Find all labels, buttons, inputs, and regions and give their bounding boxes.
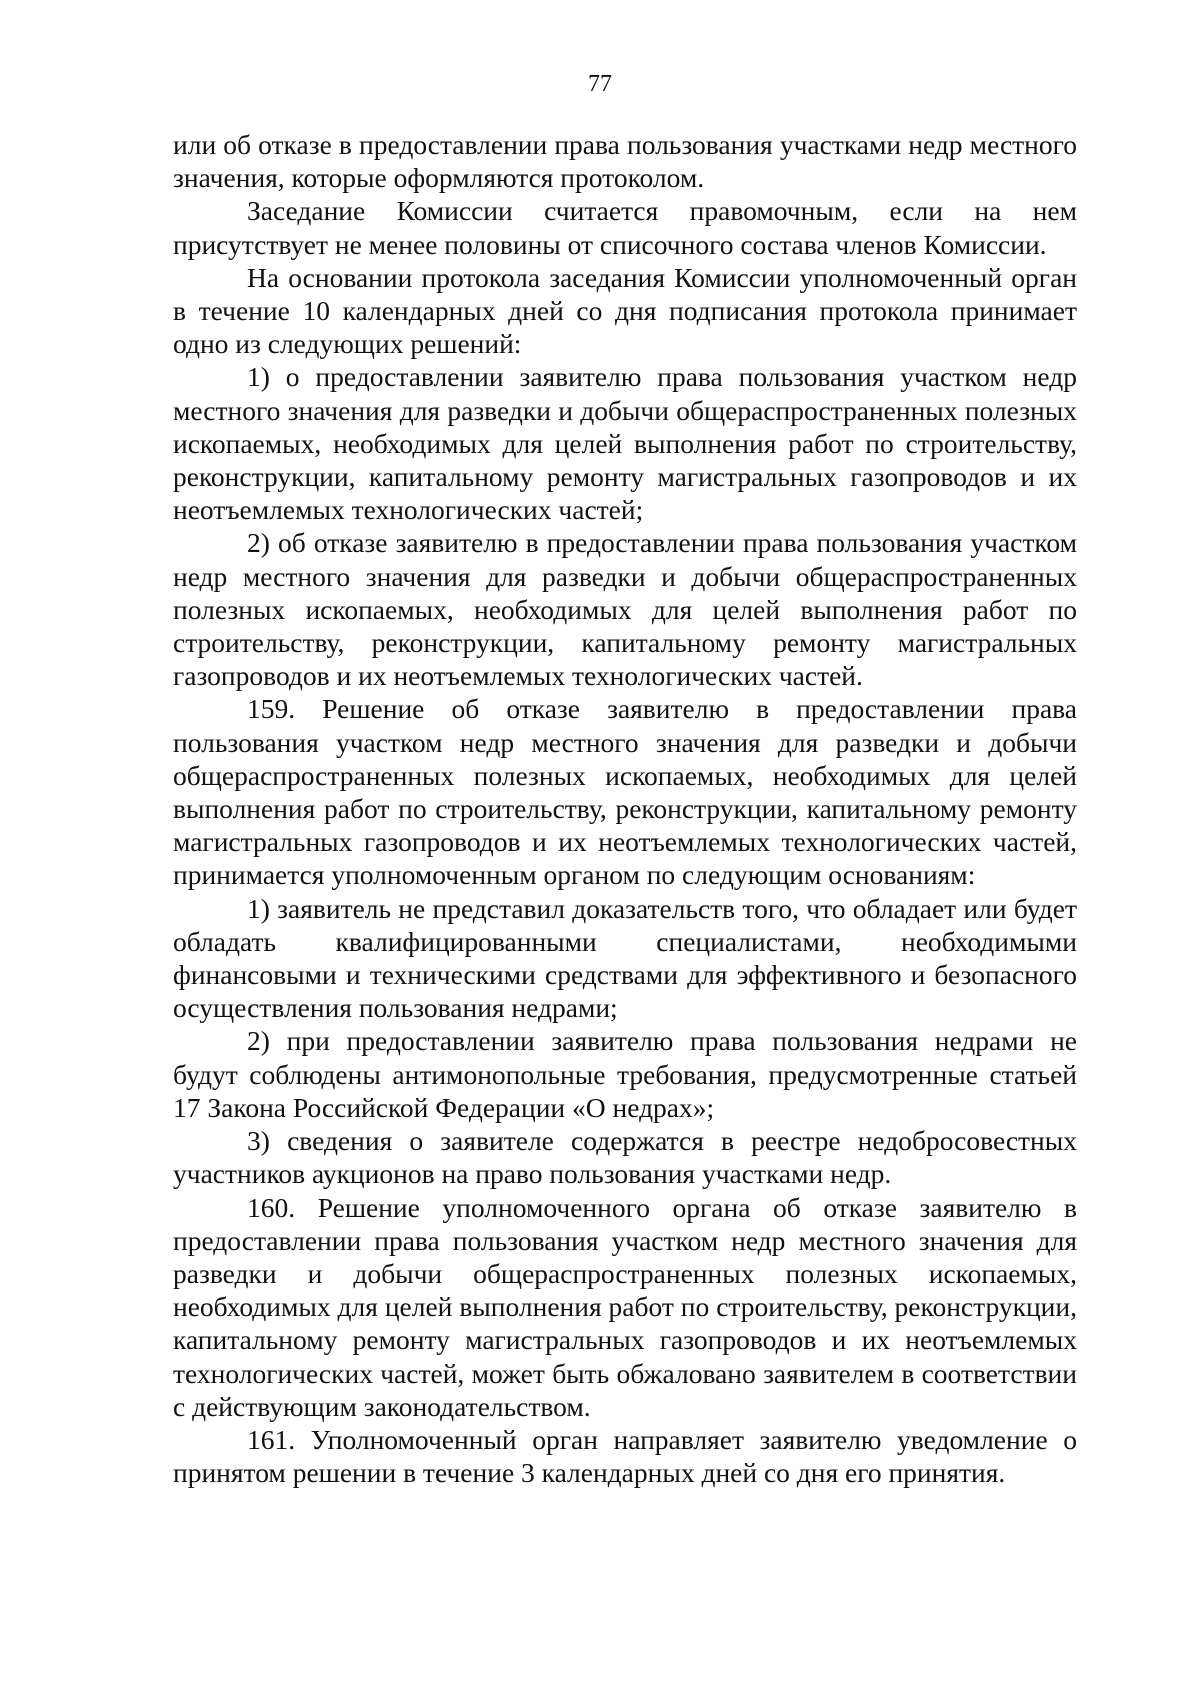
paragraph-clause-161: 161. Уполномоченный орган направляет заявителю уведомление о принятом решении в течение 3 календарных дней со дня его принятия. xyxy=(173,1423,1077,1489)
paragraph-clause-159: 159. Решение об отказе заявителю в предоставлении права пользования участком недр местного значения для разведки и добычи общераспространенных полезных ископаемых, необходимых для целей выполнения работ по строительству, реконструкции, капитальному ремонту магистральных газопроводов и их неотъемлемых технологических частей, принимается уполномоченным органом по следующим основаниям: xyxy=(173,693,1077,891)
page-number: 77 xyxy=(588,71,612,97)
paragraph-clause-160: 160. Решение уполномоченного органа об отказе заявителю в предоставлении права пользования участком недр местного значения для разведки и добычи общераспространенных полезных ископаемых, необходимых для целей выполнения работ по строительству, реконструкции, капитальному ремонту магистральных газопроводов и их неотъемлемых технологических частей, может быть обжаловано заявителем в соответствии с действующим законодательством. xyxy=(173,1191,1077,1422)
paragraph-continuation: или об отказе в предоставлении права пользования участками недр местного значения, которые оформляются протоколом. xyxy=(173,129,1077,194)
paragraph-ground-3: 3) сведения о заявителе содержатся в реестре недобросовестных участников аукционов на право пользования участками недр. xyxy=(173,1125,1077,1190)
paragraph-ground-1: 1) заявитель не представил доказательств того, что обладает или будет обладать квалифицированными специалистами, необходимыми финансовыми и техническими средствами для эффективного и безопасного осуществления пользования недрами; xyxy=(173,892,1077,1024)
paragraph-decision-grant: 1) о предоставлении заявителю права пользования участком недр местного значения для разведки и добычи общераспространенных полезных ископаемых, необходимых для целей выполнения работ по строительству, реконструкции, капитальному ремонту магистральных газопроводов и их неотъемлемых технологических частей; xyxy=(173,361,1077,526)
paragraph-decision-refuse: 2) об отказе заявителю в предоставлении права пользования участком недр местного значения для разведки и добычи общераспространенных полезных ископаемых, необходимых для целей выполнения работ по строительству, реконструкции, капитальному ремонту магистральных газопроводов и их неотъемлемых технологических частей. xyxy=(173,527,1077,692)
document-body xyxy=(173,128,1077,1489)
paragraph-decisions-intro: На основании протокола заседания Комиссии уполномоченный орган в течение 10 календарных дней со дня подписания протокола принимает одно из следующих решений: xyxy=(173,261,1077,360)
paragraph-ground-2: 2) при предоставлении заявителю права пользования недрами не будут соблюдены антимонопольные требования, предусмотренные статьей 17 Закона Российской Федерации «О недрах»; xyxy=(173,1025,1077,1123)
paragraph-quorum: Заседание Комиссии считается правомочным, если на нем присутствует не менее половины от списочного состава членов Комиссии. xyxy=(173,195,1077,260)
